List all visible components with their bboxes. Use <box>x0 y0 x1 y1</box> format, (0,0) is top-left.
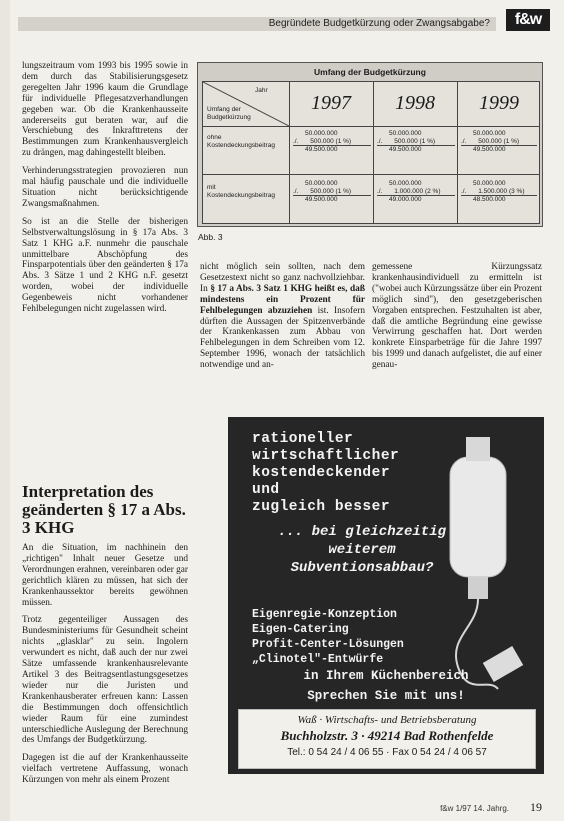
advertisement <box>228 417 544 774</box>
running-header-title: Begründete Budgetkürzung oder Zwangsabgabe? <box>268 18 490 29</box>
paragraph: So ist an die Stelle der bisherigen Selbstverwaltungslösung in § 17a Abs. 3 Satz 1 KHG a.F. nunmehr die pauschale unmittelbare Abschöpfung des Finsparpotentials über den geänderten § 17a Abs. 3 Sätze 1 und 2 KHG n.F. gesetzt worden, wobei der individuelle Gegenbeweis nicht vorhandener Fehlbelegungen nicht zugelassen wird. <box>22 216 188 315</box>
ad-phone-fax: Tel.: 0 54 24 / 4 06 55 · Fax 0 54 24 / 4 06 57 <box>287 747 487 758</box>
ad-service-item: Eigen-Catering <box>252 623 349 636</box>
row-label-without: ohne Kostendeckungsbeitrag <box>207 134 275 149</box>
year-1999: 1999 <box>479 92 519 114</box>
paragraph: gemessene Kürzungssatz krankenhausindividuell zu ermitteln ist ("wobei auch Kürzungssätze über ein Prozent möglich sind"), den gesetzgeberischen Vorgaben entsprechen. Festzuhalten ist aber, daß die amtliche Begründung eine gewisse Verwirrung geschaffen hat. Dort werden konkrete Einsparbeträge für die Jahre 1997 bis 1999 und danach aufgelistet, die auf einer genau- <box>372 262 542 371</box>
table-rule <box>289 82 290 223</box>
ad-service-list <box>252 607 404 667</box>
paragraph: An die Situation, im nachhinein den „richtigen" Inhalt neuer Gesetze und Verordnungen erahnen, vereinbaren oder gar gerichtlich klären zu müssen, hat sich der Krankenhaussektor bereits gewöhnen müssen. <box>22 543 188 608</box>
column-3 <box>372 262 542 378</box>
ad-intro-text: rationeller wirtschaftlicher kostendeckender und zugleich besser <box>252 431 400 515</box>
journal-logo: f&w <box>506 9 550 31</box>
table-rule <box>373 82 374 223</box>
ad-service-item: Profit-Center-Lösungen <box>252 638 404 651</box>
column-1-upper <box>22 61 188 322</box>
paragraph: lungszeitraum vom 1993 bis 1995 sowie in dem durch das Stabilisierungsgesetz geregelten Jahr 1996 kaum die Grundlage für individuelle Pflegesatzverhandlungen gegeben war. Ob die Krankenhausseite andererseits gut beraten war, auf die Verschiebung des Inkrafttretens der Bestimmungen zum Krankenhausvergleich zu drängen, mag dahingestellt bleiben. <box>22 61 188 159</box>
figure-title: Umfang der Budgetkürzung <box>314 67 426 77</box>
ad-service-item: Eigenregie-Konzeption <box>252 608 397 621</box>
paragraph: Dagegen ist die auf der Krankenhausseite vielfach vertretene Auffassung, wonach Kürzungen von mehr als einem Prozent <box>22 753 188 786</box>
paragraph: nicht möglich sein sollten, nach dem Gesetzestext nicht so ganz nachvollziehbar. In § 17 a Abs. 3 Satz 1 KHG heißt es, daß mindestens ein Prozent für Fehlbelegungen abzuziehen ist. Insofern dürften die Aussagen der Spitzenverbände der Krankenkassen zum Abbau von Fehlbelegungen in dem Schreiben vom 12. September 1996, wonach der tatsächlich notwendige und an- <box>200 262 365 371</box>
ad-question: ... bei gleichzeitig weiterem Subventionsabbau? <box>277 524 447 576</box>
figure-table <box>202 81 540 224</box>
ad-company: Waß · Wirtschafts- und Betriebsberatung <box>297 714 477 726</box>
header-cut-label: Umfang der Budgetkürzung <box>207 106 251 121</box>
ad-service-item: „Clinotel"-Entwürfe <box>252 653 384 666</box>
cell-1997-without: 50.000.000 ./. 500.000 (1 %) 49.500.000 <box>293 130 371 154</box>
cell-1997-with: 50.000.000 ./. 500.000 (1 %) 49.500.000 <box>293 180 371 204</box>
ad-cta-kitchen: in Ihrem Küchenbereich <box>303 669 469 683</box>
year-1997: 1997 <box>311 92 351 114</box>
footer-source: f&w 1/97 14. Jahrg. <box>440 804 509 813</box>
page-edge <box>0 0 10 821</box>
page-number: 19 <box>530 800 542 814</box>
cell-1999-without: 50.000.000 ./. 500.000 (1 %) 49.500.000 <box>461 130 537 154</box>
ad-contact-box <box>238 709 536 769</box>
emphasis: § 17 a Abs. 3 Satz 1 KHG heißt es, daß mindestens ein Prozent für Fehlbelegungen abzuziehen <box>200 283 365 316</box>
column-1-lower <box>22 483 188 793</box>
header-year-label: Jahr <box>255 87 268 94</box>
section-heading: Interpretation des geänderten § 17 a Abs. 3 KHG <box>22 482 186 537</box>
budget-cut-figure <box>197 62 543 227</box>
cell-1998-with: 50.000.000 ./. 1.000.000 (2 %) 49.000.000 <box>377 180 455 204</box>
cell-1998-without: 50.000.000 ./. 500.000 (1 %) 49.500.000 <box>377 130 455 154</box>
ad-cta-contact: Sprechen Sie mit uns! <box>307 689 465 703</box>
cell-1999-with: 50.000.000 ./. 1.500.000 (3 %) 48.500.000 <box>461 180 537 204</box>
year-1998: 1998 <box>395 92 435 114</box>
paragraph: Verhinderungsstrategien provozieren nun mal häufig pauschale und die individuelle Situation nicht berücksichtigende Zwangsmaßnahmen. <box>22 166 188 209</box>
table-rule <box>457 82 458 223</box>
table-rule <box>203 174 539 175</box>
column-2 <box>200 262 365 378</box>
paragraph: Trotz gegenteiliger Aussagen des Bundesministeriums für Gesundheit scheint nichts „glasklar" zu sein. Ingolern verwundert es nicht, daß auch der nur zwei Sätze umfassende krankenhausrelevante Artikel 3 des Beitragsentlastungsgesetzes wieder nur die Juristen und Krankenhausberater erfreuen kann: Lassen die Bestimmungen doch offensichtlich wieder Raum für eine zumindest unterschiedliche Auslegung der Berechnung des Umfangs der Budgetkürzung. <box>22 615 188 746</box>
figure-caption: Abb. 3 <box>198 232 223 242</box>
table-rule <box>203 126 539 127</box>
ad-address: Buchholzstr. 3 · 49214 Bad Rothenfelde <box>280 728 494 743</box>
row-label-with: mit Kostendeckungsbeitrag <box>207 184 275 199</box>
